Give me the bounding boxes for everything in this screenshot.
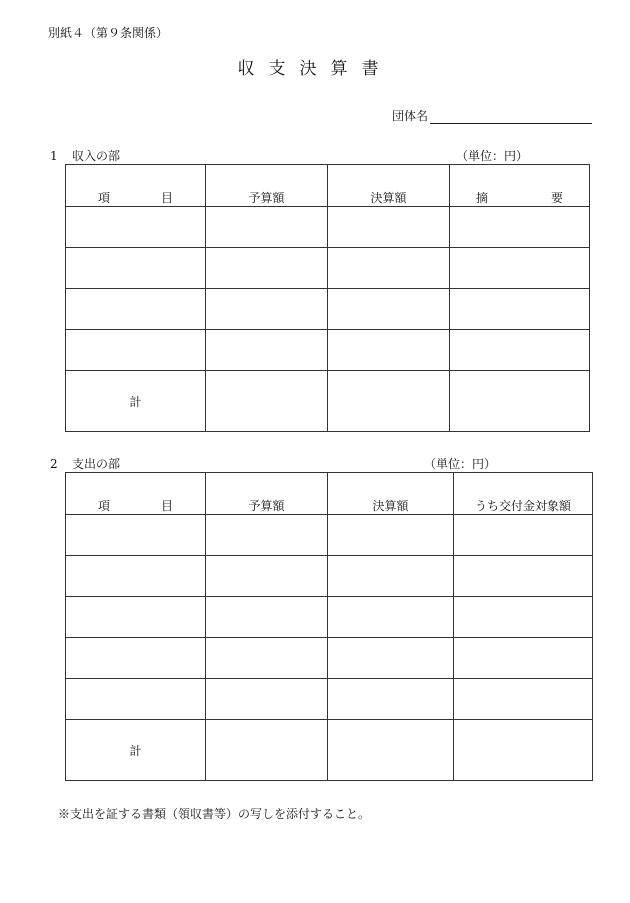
expense-cell-budget[interactable] — [206, 638, 328, 679]
organization-name-label: 団体名 — [392, 109, 429, 123]
income-cell-settlement[interactable] — [328, 330, 450, 371]
expense-total-grant-eligible[interactable] — [454, 720, 593, 781]
income-section-heading — [50, 147, 120, 164]
expense-cell-settlement[interactable] — [328, 556, 454, 597]
income-section-title: 収入の部 — [72, 149, 121, 163]
income-cell-note[interactable] — [450, 248, 590, 289]
income-row — [66, 248, 590, 289]
income-total-note[interactable] — [450, 371, 590, 432]
expense-table — [65, 472, 593, 781]
income-section-number: 1 — [50, 149, 58, 163]
expense-total-row — [66, 720, 593, 781]
income-header-item-part: 目 — [160, 191, 173, 205]
income-cell-settlement[interactable] — [328, 248, 450, 289]
expense-total-settlement[interactable] — [328, 720, 454, 781]
expense-cell-grant-eligible[interactable] — [454, 679, 593, 720]
expense-cell-settlement[interactable] — [328, 638, 454, 679]
income-cell-budget[interactable] — [206, 207, 328, 248]
income-cell-item[interactable] — [66, 207, 206, 248]
expense-cell-settlement[interactable] — [328, 679, 454, 720]
expense-row — [66, 597, 593, 638]
income-row — [66, 330, 590, 371]
income-total-row — [66, 371, 590, 432]
expense-cell-grant-eligible[interactable] — [454, 556, 593, 597]
expense-cell-item[interactable] — [66, 638, 206, 679]
income-unit-label: （単位：円） — [456, 149, 529, 163]
expense-cell-item[interactable] — [66, 597, 206, 638]
expense-row — [66, 638, 593, 679]
income-header-budget: 予算額 — [206, 165, 328, 207]
income-total-label: 計 — [66, 371, 206, 432]
expense-header-settlement: 決算額 — [328, 473, 454, 515]
income-total-budget[interactable] — [206, 371, 328, 432]
expense-header-grant-eligible: うち交付金対象額 — [454, 473, 593, 515]
income-cell-budget[interactable] — [206, 330, 328, 371]
expense-cell-grant-eligible[interactable] — [454, 597, 593, 638]
expense-header-item-part: 目 — [160, 499, 173, 513]
expense-cell-budget[interactable] — [206, 597, 328, 638]
income-cell-note[interactable] — [450, 289, 590, 330]
expense-cell-settlement[interactable] — [328, 515, 454, 556]
expense-total-budget[interactable] — [206, 720, 328, 781]
expense-cell-item[interactable] — [66, 515, 206, 556]
income-cell-note[interactable] — [450, 330, 590, 371]
expense-cell-budget[interactable] — [206, 515, 328, 556]
income-cell-settlement[interactable] — [328, 289, 450, 330]
organization-name-line[interactable] — [430, 109, 592, 124]
expense-row — [66, 556, 593, 597]
expense-cell-budget[interactable] — [206, 679, 328, 720]
expense-header-item — [66, 473, 206, 515]
income-cell-item[interactable] — [66, 248, 206, 289]
income-header-note-part: 要 — [550, 191, 563, 205]
income-cell-item[interactable] — [66, 330, 206, 371]
expense-section-title: 支出の部 — [72, 457, 121, 471]
expense-unit-label: （単位：円） — [424, 457, 497, 471]
income-cell-note[interactable] — [450, 207, 590, 248]
expense-header-item-part: 項 — [98, 499, 111, 513]
income-cell-item[interactable] — [66, 289, 206, 330]
income-cell-budget[interactable] — [206, 248, 328, 289]
expense-cell-grant-eligible[interactable] — [454, 638, 593, 679]
expense-section-heading — [50, 455, 120, 472]
expense-header-row — [66, 473, 593, 515]
attachment-label: 別紙４（第９条関係） — [48, 26, 169, 40]
income-row — [66, 289, 590, 330]
income-cell-budget[interactable] — [206, 289, 328, 330]
footnote: ※支出を証する書類（領収書等）の写しを添付すること。 — [58, 807, 371, 821]
organization-name-field[interactable] — [392, 107, 592, 124]
expense-section-number: 2 — [50, 457, 58, 471]
expense-header-budget: 予算額 — [206, 473, 328, 515]
expense-row — [66, 679, 593, 720]
income-total-settlement[interactable] — [328, 371, 450, 432]
income-header-item-part: 項 — [98, 191, 111, 205]
income-header-note-part: 摘 — [476, 191, 489, 205]
income-row — [66, 207, 590, 248]
income-header-row — [66, 165, 590, 207]
expense-cell-item[interactable] — [66, 679, 206, 720]
document-title: 収支決算書 — [237, 59, 393, 79]
income-table — [65, 164, 590, 432]
expense-row — [66, 515, 593, 556]
income-header-settlement: 決算額 — [328, 165, 450, 207]
expense-cell-item[interactable] — [66, 556, 206, 597]
income-cell-settlement[interactable] — [328, 207, 450, 248]
income-header-note — [450, 165, 590, 207]
expense-cell-budget[interactable] — [206, 556, 328, 597]
income-header-item — [66, 165, 206, 207]
expense-total-label: 計 — [66, 720, 206, 781]
expense-cell-settlement[interactable] — [328, 597, 454, 638]
expense-cell-grant-eligible[interactable] — [454, 515, 593, 556]
